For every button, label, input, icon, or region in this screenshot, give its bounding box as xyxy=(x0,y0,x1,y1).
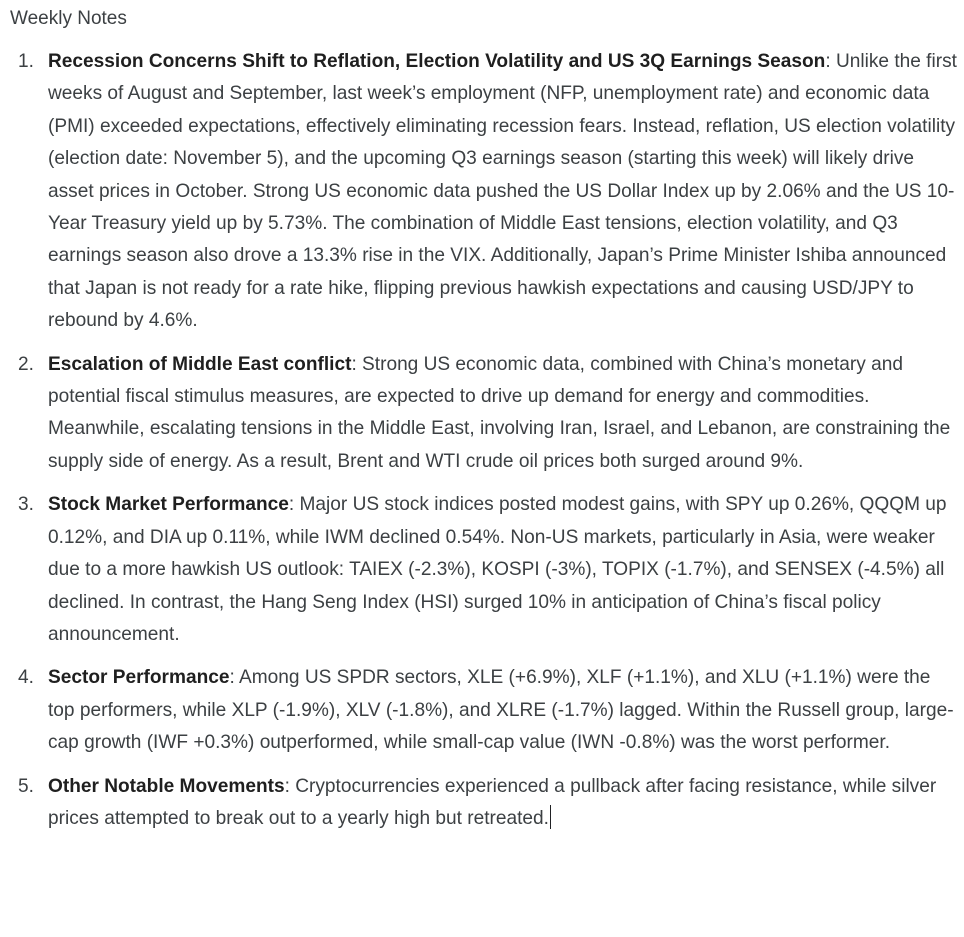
note-heading: Stock Market Performance xyxy=(48,494,289,516)
note-heading: Escalation of Middle East conflict xyxy=(48,353,352,375)
note-item xyxy=(0,349,964,479)
note-item xyxy=(0,662,964,759)
notes-list xyxy=(0,46,964,846)
note-body: : Among US SPDR sectors, XLE (+6.9%), XLF (+1.1%), and XLU (+1.1%) were the top performers, while XLP (-1.9%), XLV (-1.8%), and XLRE (-1.7%) lagged. Within the Russell group, large-cap growth (IWF +0.3%) outperformed, while small-cap value (IWN -0.8%) was the worst performer. xyxy=(48,667,954,754)
note-heading: Recession Concerns Shift to Reflation, Election Volatility and US 3Q Earnings Season xyxy=(48,51,826,72)
note-number: 4. xyxy=(18,667,34,689)
text-cursor xyxy=(550,805,551,829)
note-heading: Other Notable Movements xyxy=(48,775,285,797)
note-number: 1. xyxy=(18,51,34,72)
note-item xyxy=(0,489,964,651)
note-item xyxy=(0,46,964,338)
note-body: : Unlike the first weeks of August and September, last week’s employment (NFP, unemployment rate) and economic data (PMI) exceeded expectations, effectively eliminating recession fears. Instead, reflation, US election volatility (election date: November 5), and the upcoming Q3 earnings season (starting this week) will likely drive asset prices in October. Strong US economic data pushed the US Dollar Index up by 2.06% and the US 10-Year Treasury yield up by 5.73%. The combination of Middle East tensions, election volatility, and Q3 earnings season also drove a 13.3% rise in the VIX. Additionally, Japan’s Prime Minister Ishiba announced that Japan is not ready for a rate hike, flipping previous hawkish expectations and causing USD/JPY to rebound by 4.6%. xyxy=(48,51,957,332)
note-body: : Cryptocurrencies experienced a pullback after facing resistance, while silver prices attempted to break out to a yearly high but retreated. xyxy=(48,775,937,829)
note-heading: Sector Performance xyxy=(48,667,230,689)
note-body: : Major US stock indices posted modest gains, with SPY up 0.26%, QQQM up 0.12%, and DIA up 0.11%, while IWM declined 0.54%. Non-US markets, particularly in Asia, were weaker due to a more hawkish US outlook: TAIEX (-2.3%), KOSPI (-3%), TOPIX (-1.7%), and SENSEX (-4.5%) all declined. In contrast, the Hang Seng Index (HSI) surged 10% in anticipation of China’s fiscal policy announcement. xyxy=(48,494,947,645)
note-number: 3. xyxy=(18,494,34,516)
note-body: : Strong US economic data, combined with China’s monetary and potential fiscal stimulus measures, are expected to drive up demand for energy and commodities. Meanwhile, escalating tensions in the Middle East, involving Iran, Israel, and Lebanon, are constraining the supply side of energy. As a result, Brent and WTI crude oil prices both surged around 9%. xyxy=(48,353,951,472)
note-item xyxy=(0,771,964,836)
note-number: 2. xyxy=(18,353,34,375)
note-number: 5. xyxy=(18,775,34,797)
document-title: Weekly Notes xyxy=(10,8,127,29)
